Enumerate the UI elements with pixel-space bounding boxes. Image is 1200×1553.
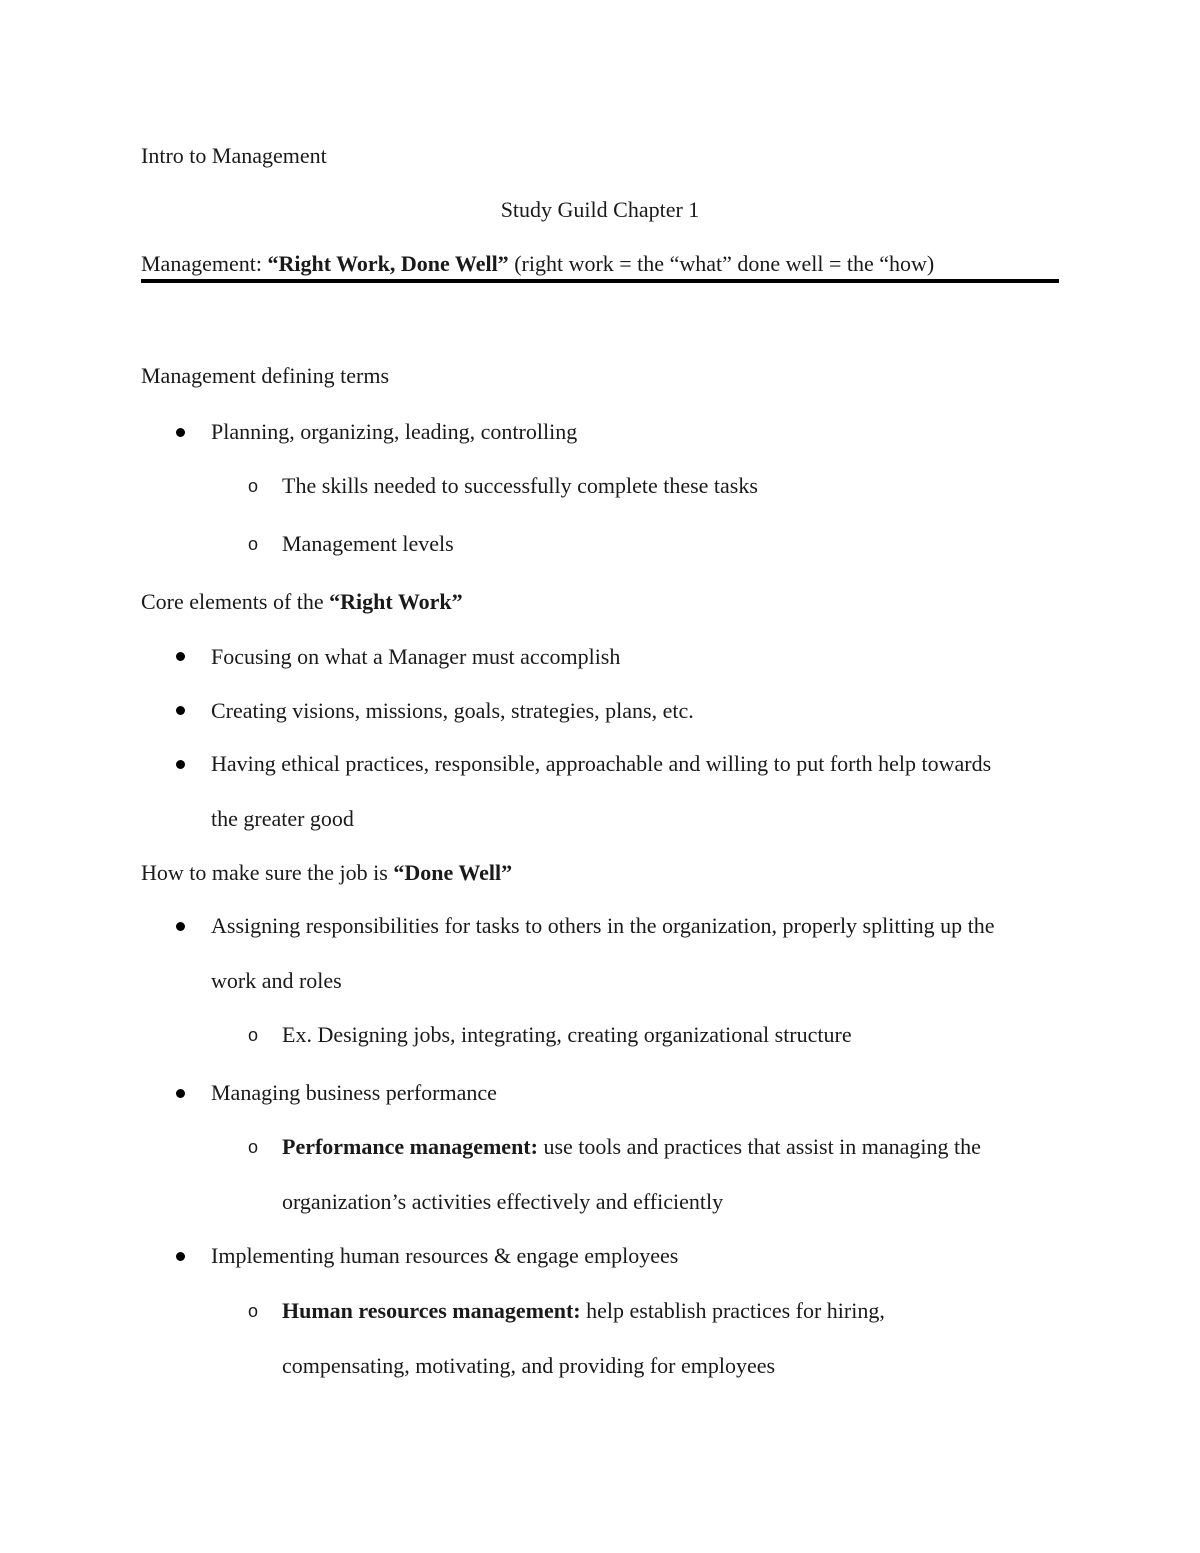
sub-bullet-icon: o (248, 534, 259, 554)
list-item-continuation: organization’s activities effectively and efficiently (282, 1189, 724, 1214)
list-item: Having ethical practices, responsible, approachable and willing to put forth help towards (211, 751, 992, 776)
term-bold: Performance management: (282, 1134, 538, 1159)
bullet-icon (176, 760, 185, 769)
management-definition (141, 250, 934, 278)
term-definition: help establish practices for hiring, (580, 1298, 885, 1323)
section-heading-done-well (141, 859, 512, 887)
definition-label: Management: (141, 251, 268, 276)
list-item: The skills needed to successfully complete these tasks (282, 473, 758, 498)
definition-quote: “Right Work, Done Well” (267, 251, 509, 276)
bullet-icon (176, 706, 185, 715)
sub-bullet-icon: o (248, 1301, 259, 1321)
term-definition: use tools and practices that assist in managing the (537, 1134, 981, 1159)
heading-bold: “Done Well” (393, 860, 513, 885)
list-item: Assigning responsibilities for tasks to others in the organization, properly splitting up the (211, 913, 995, 938)
list-item: Managing business performance (211, 1080, 497, 1105)
list-item-continuation: work and roles (211, 968, 342, 993)
list-item: Planning, organizing, leading, controlling (211, 419, 578, 444)
bullet-icon (176, 1252, 185, 1261)
list-item-continuation: compensating, motivating, and providing for employees (282, 1353, 776, 1378)
horizontal-rule (141, 279, 1059, 283)
definition-explanation: (right work = the “what” done well = the “how) (508, 251, 935, 276)
course-title: Intro to Management (141, 143, 327, 168)
list-item: Management levels (282, 531, 454, 556)
list-item: Focusing on what a Manager must accomplish (211, 644, 621, 669)
section-heading-defining-terms: Management defining terms (141, 363, 390, 388)
list-item (282, 1133, 981, 1161)
bullet-icon (176, 1089, 185, 1098)
list-item (282, 1297, 885, 1325)
list-item-continuation: the greater good (211, 806, 354, 831)
section-heading-right-work (141, 588, 463, 616)
heading-bold: “Right Work” (329, 589, 463, 614)
document-title: Study Guild Chapter 1 (500, 197, 700, 222)
sub-bullet-icon: o (248, 476, 259, 496)
sub-bullet-icon: o (248, 1137, 259, 1157)
list-item: Creating visions, missions, goals, strategies, plans, etc. (211, 698, 694, 723)
list-item: Implementing human resources & engage employees (211, 1243, 679, 1268)
heading-prefix: How to make sure the job is (141, 860, 394, 885)
bullet-icon (176, 922, 185, 931)
sub-bullet-icon: o (248, 1025, 259, 1045)
heading-prefix: Core elements of the (141, 589, 330, 614)
term-bold: Human resources management: (282, 1298, 581, 1323)
bullet-icon (176, 652, 185, 661)
bullet-icon (176, 428, 185, 437)
list-item: Ex. Designing jobs, integrating, creating organizational structure (282, 1022, 852, 1047)
